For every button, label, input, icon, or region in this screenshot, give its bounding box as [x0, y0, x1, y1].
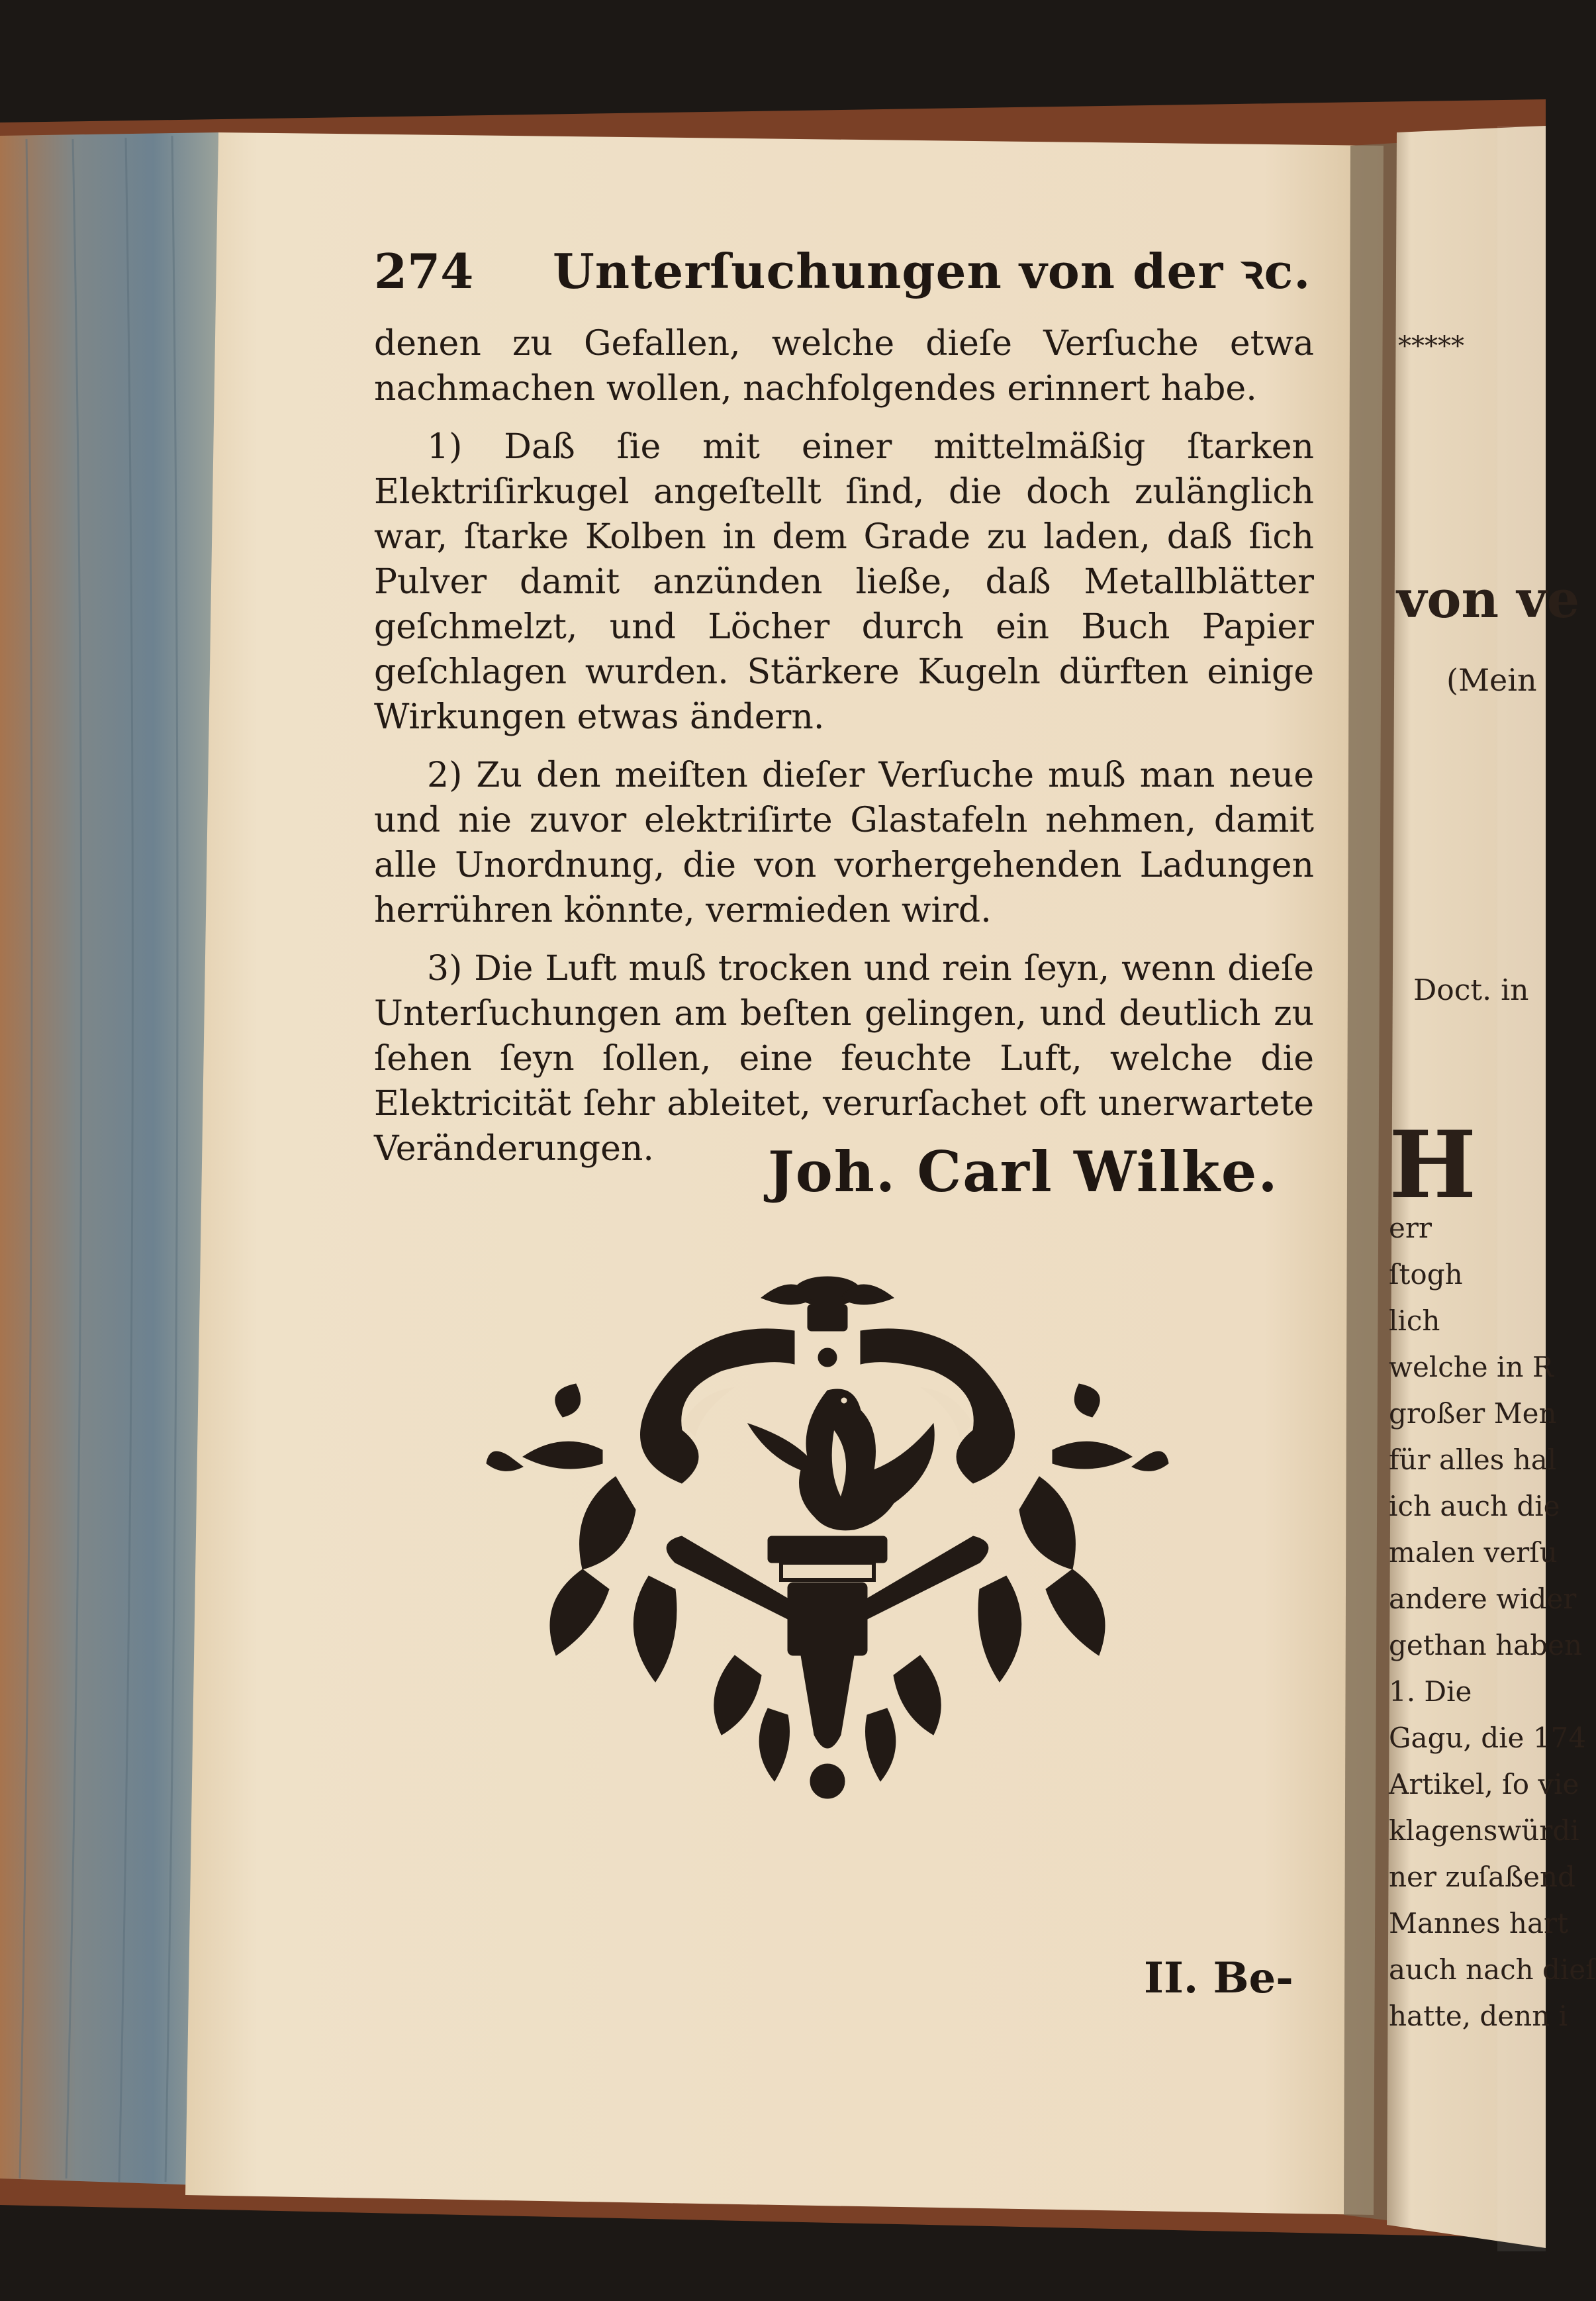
next-page-line: Mannes hart — [1389, 1907, 1568, 1939]
next-page-line: err — [1389, 1212, 1432, 1244]
next-page-line: für alles hal — [1389, 1444, 1557, 1476]
next-page-line: Artikel, ſo vie — [1389, 1768, 1579, 1800]
running-title: Unterſuchungen von der ꝛc. — [553, 243, 1311, 299]
next-page-text-fragment — [1389, 1111, 1596, 2039]
paragraph-2: 2) Zu den meiſten dieſer Verſuche muß man neue und nie zuvor elektriſirte Glastafeln nehmen, damit alle Unordnung, die von vorhergehenden Ladungen herrühren könnte, vermieden wird. — [374, 756, 1314, 930]
next-page-line: Gagu, die 174 — [1389, 1722, 1586, 1754]
next-page-subtitle-fragment: (Mein — [1446, 662, 1537, 698]
page-number: 274 — [374, 243, 474, 299]
signature: Joh. Carl Wilke. — [768, 1139, 1279, 1204]
catchword: II. Be- — [1144, 1953, 1293, 2003]
next-page-line: großer Men — [1389, 1397, 1557, 1430]
next-page-line: 1. Die — [1389, 1675, 1472, 1708]
next-page-line: auch nach dieſ — [1389, 1953, 1596, 1986]
body-text — [374, 321, 1314, 1185]
next-page-line: malen verſu — [1389, 1536, 1558, 1569]
eagle-vignette-icon — [483, 1258, 1172, 1821]
next-page-initial: H — [1389, 1111, 1477, 1220]
next-page-stars: ***** — [1398, 331, 1464, 362]
next-page-line: welche in R — [1389, 1351, 1554, 1383]
next-page-title-fragment: von ve — [1397, 569, 1580, 630]
next-page-line: lich — [1389, 1304, 1440, 1337]
page-edges — [0, 132, 218, 2185]
paragraph-3: 3) Die Luft muß trocken und rein ſeyn, wenn dieſe Unterſuchungen am beſten gelingen, und deutlich zu ſehen ſeyn ſollen, eine feuchte Luft, welche die Elektricität ſehr ableitet, verurſachet oft unerwartete Veränderungen. — [374, 949, 1314, 1169]
paragraph-1: 1) Daß ſie mit einer mittelmäßig ſtarken Elektriſirkugel angeſtellt ſind, die doch zulänglich war, ſtarke Kolben in dem Grade zu laden, daß ſich Pulver damit anzünden ließe, daß Metallblätter geſchmelzt, und Löcher durch ein Buch Papier geſchlagen wurden. Stärkere Kugeln dürften einige Wirkungen etwas ändern. — [374, 427, 1314, 737]
next-page-line: gethan haben — [1389, 1629, 1582, 1661]
next-page-doctor-fragment: Doct. in — [1413, 973, 1529, 1007]
next-page-line: ner zuſaßend — [1389, 1861, 1575, 1893]
next-page-line: hatte, denn i — [1389, 2000, 1568, 2032]
next-page-line: andere wider — [1389, 1583, 1577, 1615]
next-page-line: klagenswürdi — [1389, 1814, 1579, 1847]
next-page-line: ſtogh — [1389, 1258, 1463, 1291]
next-page-line: ich auch die — [1389, 1490, 1560, 1522]
paragraph-intro: denen zu Gefallen, welche dieſe Verſuche etwa nachmachen wollen, nachfolgendes erinnert habe. — [374, 324, 1314, 409]
